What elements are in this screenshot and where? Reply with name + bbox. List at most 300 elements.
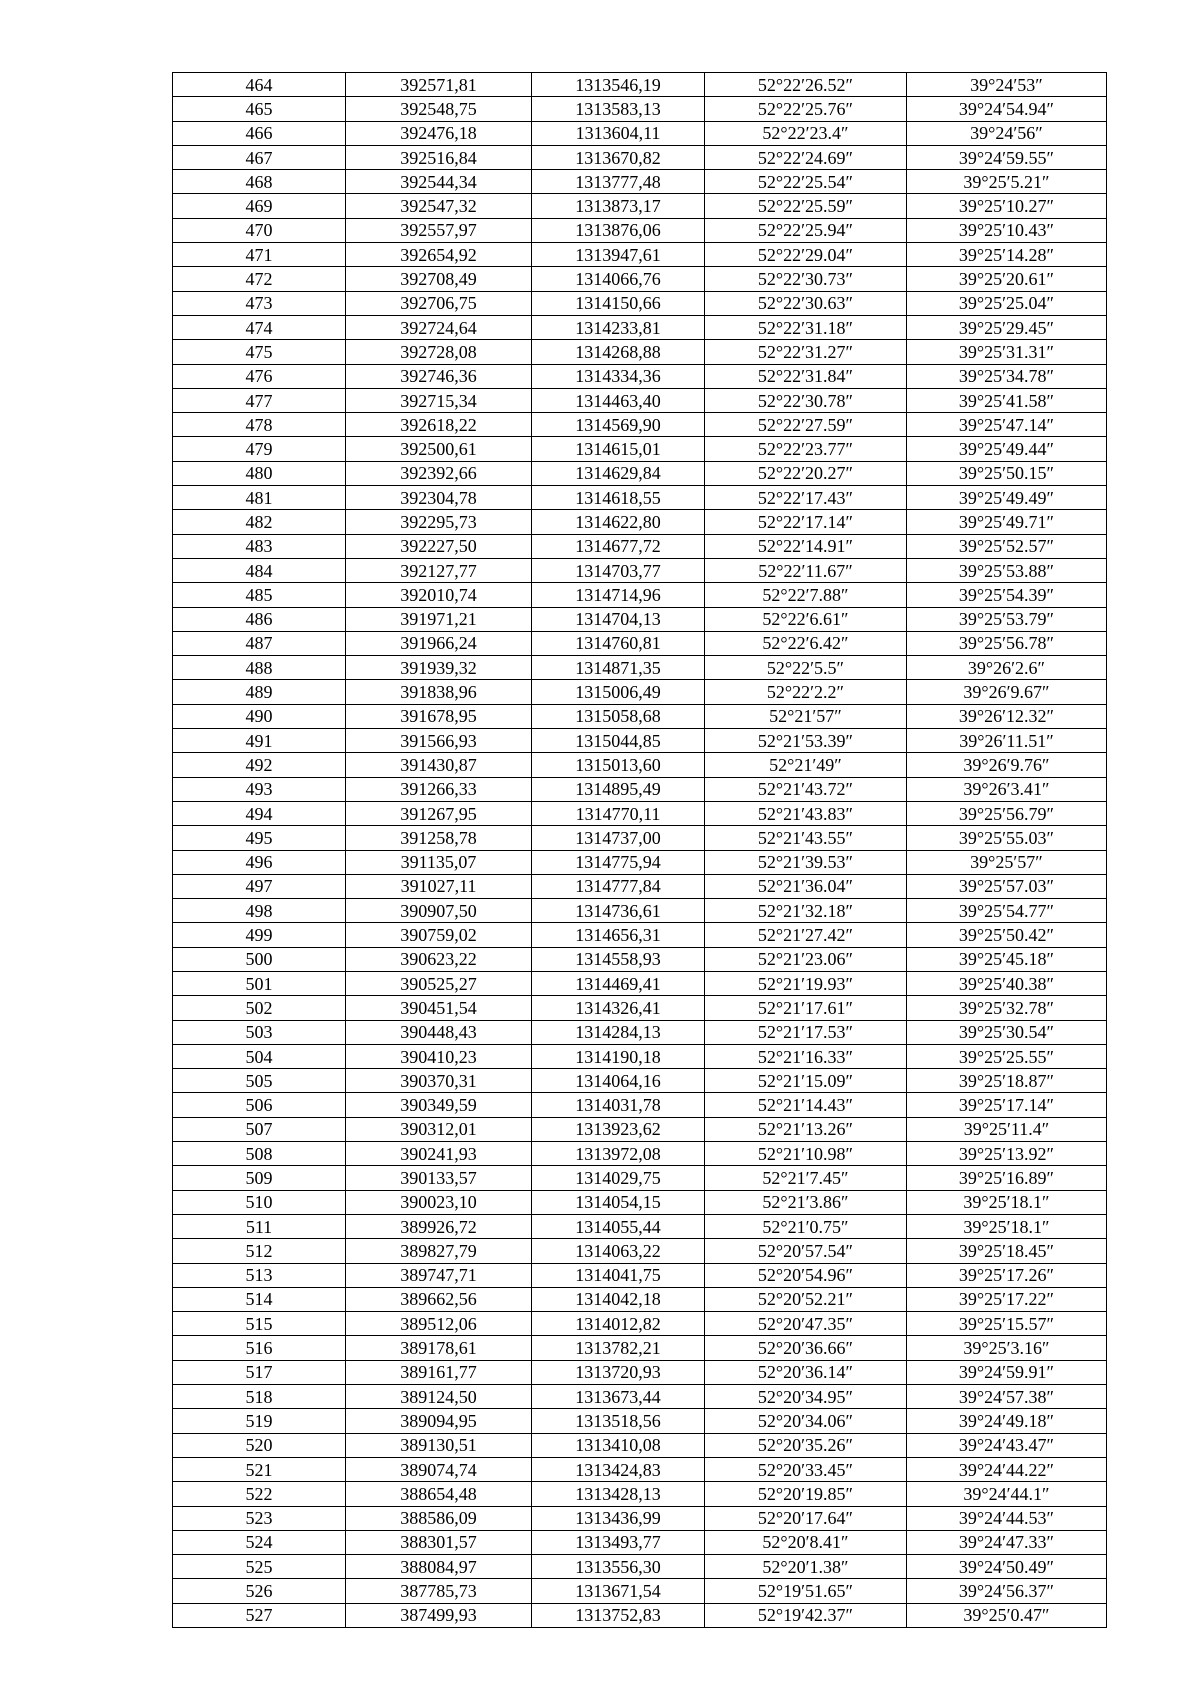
point-number-cell: 487 [173,631,346,655]
point-number-cell: 478 [173,413,346,437]
point-number-cell: 466 [173,121,346,145]
longitude-cell: 39°25′49.49″ [907,486,1107,510]
point-number-cell: 483 [173,534,346,558]
table-row [173,364,1107,388]
point-number-cell: 469 [173,194,346,218]
y-coordinate-cell: 1313873,17 [532,194,705,218]
table-row [173,729,1107,753]
y-coordinate-cell: 1313720,93 [532,1360,705,1384]
latitude-cell: 52°22′31.84″ [705,364,907,388]
point-number-cell: 471 [173,243,346,267]
latitude-cell: 52°22′26.52″ [705,73,907,97]
latitude-cell: 52°21′32.18″ [705,899,907,923]
table-row [173,145,1107,169]
latitude-cell: 52°22′31.18″ [705,315,907,339]
x-coordinate-cell: 387785,73 [346,1579,532,1603]
y-coordinate-cell: 1314063,22 [532,1239,705,1263]
longitude-cell: 39°25′17.22″ [907,1287,1107,1311]
point-number-cell: 476 [173,364,346,388]
table-row [173,656,1107,680]
x-coordinate-cell: 389094,95 [346,1409,532,1433]
longitude-cell: 39°25′45.18″ [907,947,1107,971]
x-coordinate-cell: 390623,22 [346,947,532,971]
y-coordinate-cell: 1314326,41 [532,996,705,1020]
x-coordinate-cell: 391027,11 [346,874,532,898]
y-coordinate-cell: 1313546,19 [532,73,705,97]
y-coordinate-cell: 1314284,13 [532,1020,705,1044]
table-row [173,1579,1107,1603]
latitude-cell: 52°22′23.4″ [705,121,907,145]
latitude-cell: 52°20′17.64″ [705,1506,907,1530]
x-coordinate-cell: 392724,64 [346,315,532,339]
latitude-cell: 52°21′17.61″ [705,996,907,1020]
y-coordinate-cell: 1314233,81 [532,315,705,339]
y-coordinate-cell: 1313671,54 [532,1579,705,1603]
x-coordinate-cell: 392557,97 [346,218,532,242]
latitude-cell: 52°19′42.37″ [705,1603,907,1627]
table-row [173,1093,1107,1117]
y-coordinate-cell: 1314055,44 [532,1214,705,1238]
y-coordinate-cell: 1314054,15 [532,1190,705,1214]
y-coordinate-cell: 1313876,06 [532,218,705,242]
latitude-cell: 52°22′27.59″ [705,413,907,437]
x-coordinate-cell: 391266,33 [346,777,532,801]
table-row [173,121,1107,145]
point-number-cell: 506 [173,1093,346,1117]
latitude-cell: 52°20′57.54″ [705,1239,907,1263]
table-row [173,923,1107,947]
point-number-cell: 488 [173,656,346,680]
x-coordinate-cell: 390023,10 [346,1190,532,1214]
longitude-cell: 39°24′47.33″ [907,1530,1107,1554]
point-number-cell: 504 [173,1044,346,1068]
table-row [173,73,1107,97]
point-number-cell: 507 [173,1117,346,1141]
longitude-cell: 39°25′52.57″ [907,534,1107,558]
point-number-cell: 494 [173,801,346,825]
table-row [173,947,1107,971]
point-number-cell: 525 [173,1555,346,1579]
latitude-cell: 52°20′54.96″ [705,1263,907,1287]
latitude-cell: 52°21′27.42″ [705,923,907,947]
y-coordinate-cell: 1313424,83 [532,1457,705,1481]
coordinates-table-body [173,73,1107,1628]
x-coordinate-cell: 392618,22 [346,413,532,437]
longitude-cell: 39°25′50.42″ [907,923,1107,947]
latitude-cell: 52°22′20.27″ [705,461,907,485]
point-number-cell: 473 [173,291,346,315]
latitude-cell: 52°20′47.35″ [705,1312,907,1336]
point-number-cell: 477 [173,388,346,412]
x-coordinate-cell: 390349,59 [346,1093,532,1117]
x-coordinate-cell: 391939,32 [346,656,532,680]
longitude-cell: 39°25′20.61″ [907,267,1107,291]
latitude-cell: 52°22′2.2″ [705,680,907,704]
latitude-cell: 52°21′53.39″ [705,729,907,753]
longitude-cell: 39°25′16.89″ [907,1166,1107,1190]
point-number-cell: 470 [173,218,346,242]
longitude-cell: 39°24′56.37″ [907,1579,1107,1603]
y-coordinate-cell: 1314150,66 [532,291,705,315]
point-number-cell: 524 [173,1530,346,1554]
x-coordinate-cell: 392728,08 [346,340,532,364]
x-coordinate-cell: 389747,71 [346,1263,532,1287]
table-row [173,1360,1107,1384]
table-row [173,534,1107,558]
latitude-cell: 52°22′17.14″ [705,510,907,534]
latitude-cell: 52°21′7.45″ [705,1166,907,1190]
longitude-cell: 39°25′56.79″ [907,801,1107,825]
latitude-cell: 52°20′35.26″ [705,1433,907,1457]
latitude-cell: 52°22′14.91″ [705,534,907,558]
point-number-cell: 484 [173,558,346,582]
y-coordinate-cell: 1314895,49 [532,777,705,801]
y-coordinate-cell: 1314463,40 [532,388,705,412]
longitude-cell: 39°25′18.1″ [907,1190,1107,1214]
table-row [173,826,1107,850]
table-row [173,1409,1107,1433]
point-number-cell: 509 [173,1166,346,1190]
x-coordinate-cell: 392127,77 [346,558,532,582]
longitude-cell: 39°26′9.67″ [907,680,1107,704]
x-coordinate-cell: 390525,27 [346,971,532,995]
table-row [173,1166,1107,1190]
table-row [173,413,1107,437]
x-coordinate-cell: 391267,95 [346,801,532,825]
x-coordinate-cell: 390370,31 [346,1069,532,1093]
point-number-cell: 520 [173,1433,346,1457]
table-row [173,267,1107,291]
longitude-cell: 39°25′17.26″ [907,1263,1107,1287]
x-coordinate-cell: 391258,78 [346,826,532,850]
point-number-cell: 486 [173,607,346,631]
longitude-cell: 39°25′18.87″ [907,1069,1107,1093]
latitude-cell: 52°21′17.53″ [705,1020,907,1044]
point-number-cell: 517 [173,1360,346,1384]
longitude-cell: 39°25′55.03″ [907,826,1107,850]
latitude-cell: 52°21′43.72″ [705,777,907,801]
x-coordinate-cell: 392544,34 [346,170,532,194]
latitude-cell: 52°20′8.41″ [705,1530,907,1554]
y-coordinate-cell: 1314736,61 [532,899,705,923]
x-coordinate-cell: 389662,56 [346,1287,532,1311]
latitude-cell: 52°21′0.75″ [705,1214,907,1238]
table-row [173,874,1107,898]
point-number-cell: 490 [173,704,346,728]
y-coordinate-cell: 1314737,00 [532,826,705,850]
y-coordinate-cell: 1313972,08 [532,1142,705,1166]
latitude-cell: 52°22′30.78″ [705,388,907,412]
point-number-cell: 513 [173,1263,346,1287]
longitude-cell: 39°24′44.1″ [907,1482,1107,1506]
y-coordinate-cell: 1315006,49 [532,680,705,704]
longitude-cell: 39°24′43.47″ [907,1433,1107,1457]
point-number-cell: 521 [173,1457,346,1481]
point-number-cell: 522 [173,1482,346,1506]
table-row [173,218,1107,242]
x-coordinate-cell: 391430,87 [346,753,532,777]
latitude-cell: 52°22′5.5″ [705,656,907,680]
y-coordinate-cell: 1314064,16 [532,1069,705,1093]
point-number-cell: 526 [173,1579,346,1603]
table-row [173,1506,1107,1530]
latitude-cell: 52°20′33.45″ [705,1457,907,1481]
longitude-cell: 39°25′5.21″ [907,170,1107,194]
x-coordinate-cell: 392708,49 [346,267,532,291]
longitude-cell: 39°25′31.31″ [907,340,1107,364]
x-coordinate-cell: 392227,50 [346,534,532,558]
latitude-cell: 52°22′6.42″ [705,631,907,655]
latitude-cell: 52°21′36.04″ [705,874,907,898]
x-coordinate-cell: 392010,74 [346,583,532,607]
longitude-cell: 39°25′11.4″ [907,1117,1107,1141]
latitude-cell: 52°21′39.53″ [705,850,907,874]
point-number-cell: 481 [173,486,346,510]
table-row [173,680,1107,704]
x-coordinate-cell: 388654,48 [346,1482,532,1506]
table-row [173,510,1107,534]
table-row [173,1482,1107,1506]
point-number-cell: 502 [173,996,346,1020]
y-coordinate-cell: 1313752,83 [532,1603,705,1627]
latitude-cell: 52°21′13.26″ [705,1117,907,1141]
y-coordinate-cell: 1314334,36 [532,364,705,388]
point-number-cell: 498 [173,899,346,923]
longitude-cell: 39°25′3.16″ [907,1336,1107,1360]
x-coordinate-cell: 390410,23 [346,1044,532,1068]
x-coordinate-cell: 392571,81 [346,73,532,97]
x-coordinate-cell: 392715,34 [346,388,532,412]
y-coordinate-cell: 1314629,84 [532,461,705,485]
point-number-cell: 495 [173,826,346,850]
table-row [173,1263,1107,1287]
latitude-cell: 52°22′30.63″ [705,291,907,315]
table-row [173,97,1107,121]
point-number-cell: 472 [173,267,346,291]
x-coordinate-cell: 389178,61 [346,1336,532,1360]
latitude-cell: 52°22′7.88″ [705,583,907,607]
y-coordinate-cell: 1314618,55 [532,486,705,510]
longitude-cell: 39°25′54.77″ [907,899,1107,923]
x-coordinate-cell: 388084,97 [346,1555,532,1579]
y-coordinate-cell: 1313673,44 [532,1385,705,1409]
longitude-cell: 39°26′2.6″ [907,656,1107,680]
point-number-cell: 516 [173,1336,346,1360]
x-coordinate-cell: 392500,61 [346,437,532,461]
x-coordinate-cell: 390759,02 [346,923,532,947]
point-number-cell: 511 [173,1214,346,1238]
longitude-cell: 39°25′10.43″ [907,218,1107,242]
latitude-cell: 52°21′16.33″ [705,1044,907,1068]
y-coordinate-cell: 1314656,31 [532,923,705,947]
table-row [173,291,1107,315]
y-coordinate-cell: 1314714,96 [532,583,705,607]
longitude-cell: 39°24′53″ [907,73,1107,97]
y-coordinate-cell: 1313923,62 [532,1117,705,1141]
longitude-cell: 39°24′49.18″ [907,1409,1107,1433]
latitude-cell: 52°20′34.06″ [705,1409,907,1433]
longitude-cell: 39°26′12.32″ [907,704,1107,728]
y-coordinate-cell: 1313947,61 [532,243,705,267]
table-row [173,1214,1107,1238]
table-row [173,704,1107,728]
table-row [173,1287,1107,1311]
latitude-cell: 52°22′25.94″ [705,218,907,242]
table-row [173,1190,1107,1214]
table-row [173,194,1107,218]
table-row [173,971,1107,995]
y-coordinate-cell: 1313493,77 [532,1530,705,1554]
y-coordinate-cell: 1314703,77 [532,558,705,582]
latitude-cell: 52°20′34.95″ [705,1385,907,1409]
longitude-cell: 39°24′54.94″ [907,97,1107,121]
table-row [173,583,1107,607]
y-coordinate-cell: 1315013,60 [532,753,705,777]
point-number-cell: 501 [173,971,346,995]
point-number-cell: 491 [173,729,346,753]
latitude-cell: 52°21′43.83″ [705,801,907,825]
x-coordinate-cell: 391566,93 [346,729,532,753]
table-row [173,607,1107,631]
latitude-cell: 52°22′6.61″ [705,607,907,631]
longitude-cell: 39°25′13.92″ [907,1142,1107,1166]
x-coordinate-cell: 390312,01 [346,1117,532,1141]
point-number-cell: 505 [173,1069,346,1093]
latitude-cell: 52°20′52.21″ [705,1287,907,1311]
y-coordinate-cell: 1315044,85 [532,729,705,753]
longitude-cell: 39°25′56.78″ [907,631,1107,655]
longitude-cell: 39°25′50.15″ [907,461,1107,485]
point-number-cell: 523 [173,1506,346,1530]
latitude-cell: 52°22′25.59″ [705,194,907,218]
longitude-cell: 39°25′0.47″ [907,1603,1107,1627]
y-coordinate-cell: 1314558,93 [532,947,705,971]
table-row [173,1385,1107,1409]
longitude-cell: 39°26′11.51″ [907,729,1107,753]
coordinates-table [172,72,1107,1628]
longitude-cell: 39°25′49.44″ [907,437,1107,461]
table-row [173,1336,1107,1360]
x-coordinate-cell: 387499,93 [346,1603,532,1627]
point-number-cell: 514 [173,1287,346,1311]
table-row [173,1555,1107,1579]
point-number-cell: 485 [173,583,346,607]
y-coordinate-cell: 1314871,35 [532,656,705,680]
y-coordinate-cell: 1314029,75 [532,1166,705,1190]
latitude-cell: 52°21′19.93″ [705,971,907,995]
longitude-cell: 39°24′59.55″ [907,145,1107,169]
longitude-cell: 39°26′3.41″ [907,777,1107,801]
x-coordinate-cell: 390907,50 [346,899,532,923]
latitude-cell: 52°22′25.76″ [705,97,907,121]
y-coordinate-cell: 1314066,76 [532,267,705,291]
longitude-cell: 39°25′57″ [907,850,1107,874]
x-coordinate-cell: 392548,75 [346,97,532,121]
y-coordinate-cell: 1314569,90 [532,413,705,437]
longitude-cell: 39°25′17.14″ [907,1093,1107,1117]
table-row [173,558,1107,582]
latitude-cell: 52°19′51.65″ [705,1579,907,1603]
y-coordinate-cell: 1314268,88 [532,340,705,364]
point-number-cell: 475 [173,340,346,364]
y-coordinate-cell: 1314469,41 [532,971,705,995]
table-row [173,1457,1107,1481]
latitude-cell: 52°20′19.85″ [705,1482,907,1506]
x-coordinate-cell: 391971,21 [346,607,532,631]
x-coordinate-cell: 392746,36 [346,364,532,388]
y-coordinate-cell: 1314777,84 [532,874,705,898]
table-row [173,1117,1107,1141]
table-row [173,899,1107,923]
latitude-cell: 52°21′10.98″ [705,1142,907,1166]
point-number-cell: 497 [173,874,346,898]
table-row [173,437,1107,461]
point-number-cell: 480 [173,461,346,485]
table-row [173,777,1107,801]
longitude-cell: 39°25′54.39″ [907,583,1107,607]
longitude-cell: 39°25′49.71″ [907,510,1107,534]
longitude-cell: 39°25′32.78″ [907,996,1107,1020]
latitude-cell: 52°22′24.69″ [705,145,907,169]
longitude-cell: 39°25′57.03″ [907,874,1107,898]
point-number-cell: 496 [173,850,346,874]
latitude-cell: 52°22′31.27″ [705,340,907,364]
x-coordinate-cell: 389130,51 [346,1433,532,1457]
point-number-cell: 489 [173,680,346,704]
x-coordinate-cell: 388586,09 [346,1506,532,1530]
latitude-cell: 52°22′11.67″ [705,558,907,582]
y-coordinate-cell: 1314190,18 [532,1044,705,1068]
latitude-cell: 52°20′1.38″ [705,1555,907,1579]
x-coordinate-cell: 392476,18 [346,121,532,145]
y-coordinate-cell: 1313556,30 [532,1555,705,1579]
point-number-cell: 519 [173,1409,346,1433]
x-coordinate-cell: 390241,93 [346,1142,532,1166]
y-coordinate-cell: 1313410,08 [532,1433,705,1457]
point-number-cell: 464 [173,73,346,97]
x-coordinate-cell: 391135,07 [346,850,532,874]
y-coordinate-cell: 1314012,82 [532,1312,705,1336]
table-row [173,1044,1107,1068]
longitude-cell: 39°25′53.79″ [907,607,1107,631]
longitude-cell: 39°25′18.45″ [907,1239,1107,1263]
x-coordinate-cell: 390448,43 [346,1020,532,1044]
latitude-cell: 52°21′3.86″ [705,1190,907,1214]
y-coordinate-cell: 1314042,18 [532,1287,705,1311]
x-coordinate-cell: 389827,79 [346,1239,532,1263]
point-number-cell: 482 [173,510,346,534]
x-coordinate-cell: 388301,57 [346,1530,532,1554]
point-number-cell: 512 [173,1239,346,1263]
longitude-cell: 39°25′25.04″ [907,291,1107,315]
table-row [173,996,1107,1020]
point-number-cell: 493 [173,777,346,801]
x-coordinate-cell: 392304,78 [346,486,532,510]
point-number-cell: 515 [173,1312,346,1336]
point-number-cell: 510 [173,1190,346,1214]
point-number-cell: 467 [173,145,346,169]
y-coordinate-cell: 1313436,99 [532,1506,705,1530]
table-row [173,801,1107,825]
table-row [173,1312,1107,1336]
point-number-cell: 518 [173,1385,346,1409]
table-row [173,1433,1107,1457]
y-coordinate-cell: 1313670,82 [532,145,705,169]
y-coordinate-cell: 1313777,48 [532,170,705,194]
table-row [173,1530,1107,1554]
longitude-cell: 39°25′15.57″ [907,1312,1107,1336]
table-row [173,1603,1107,1627]
